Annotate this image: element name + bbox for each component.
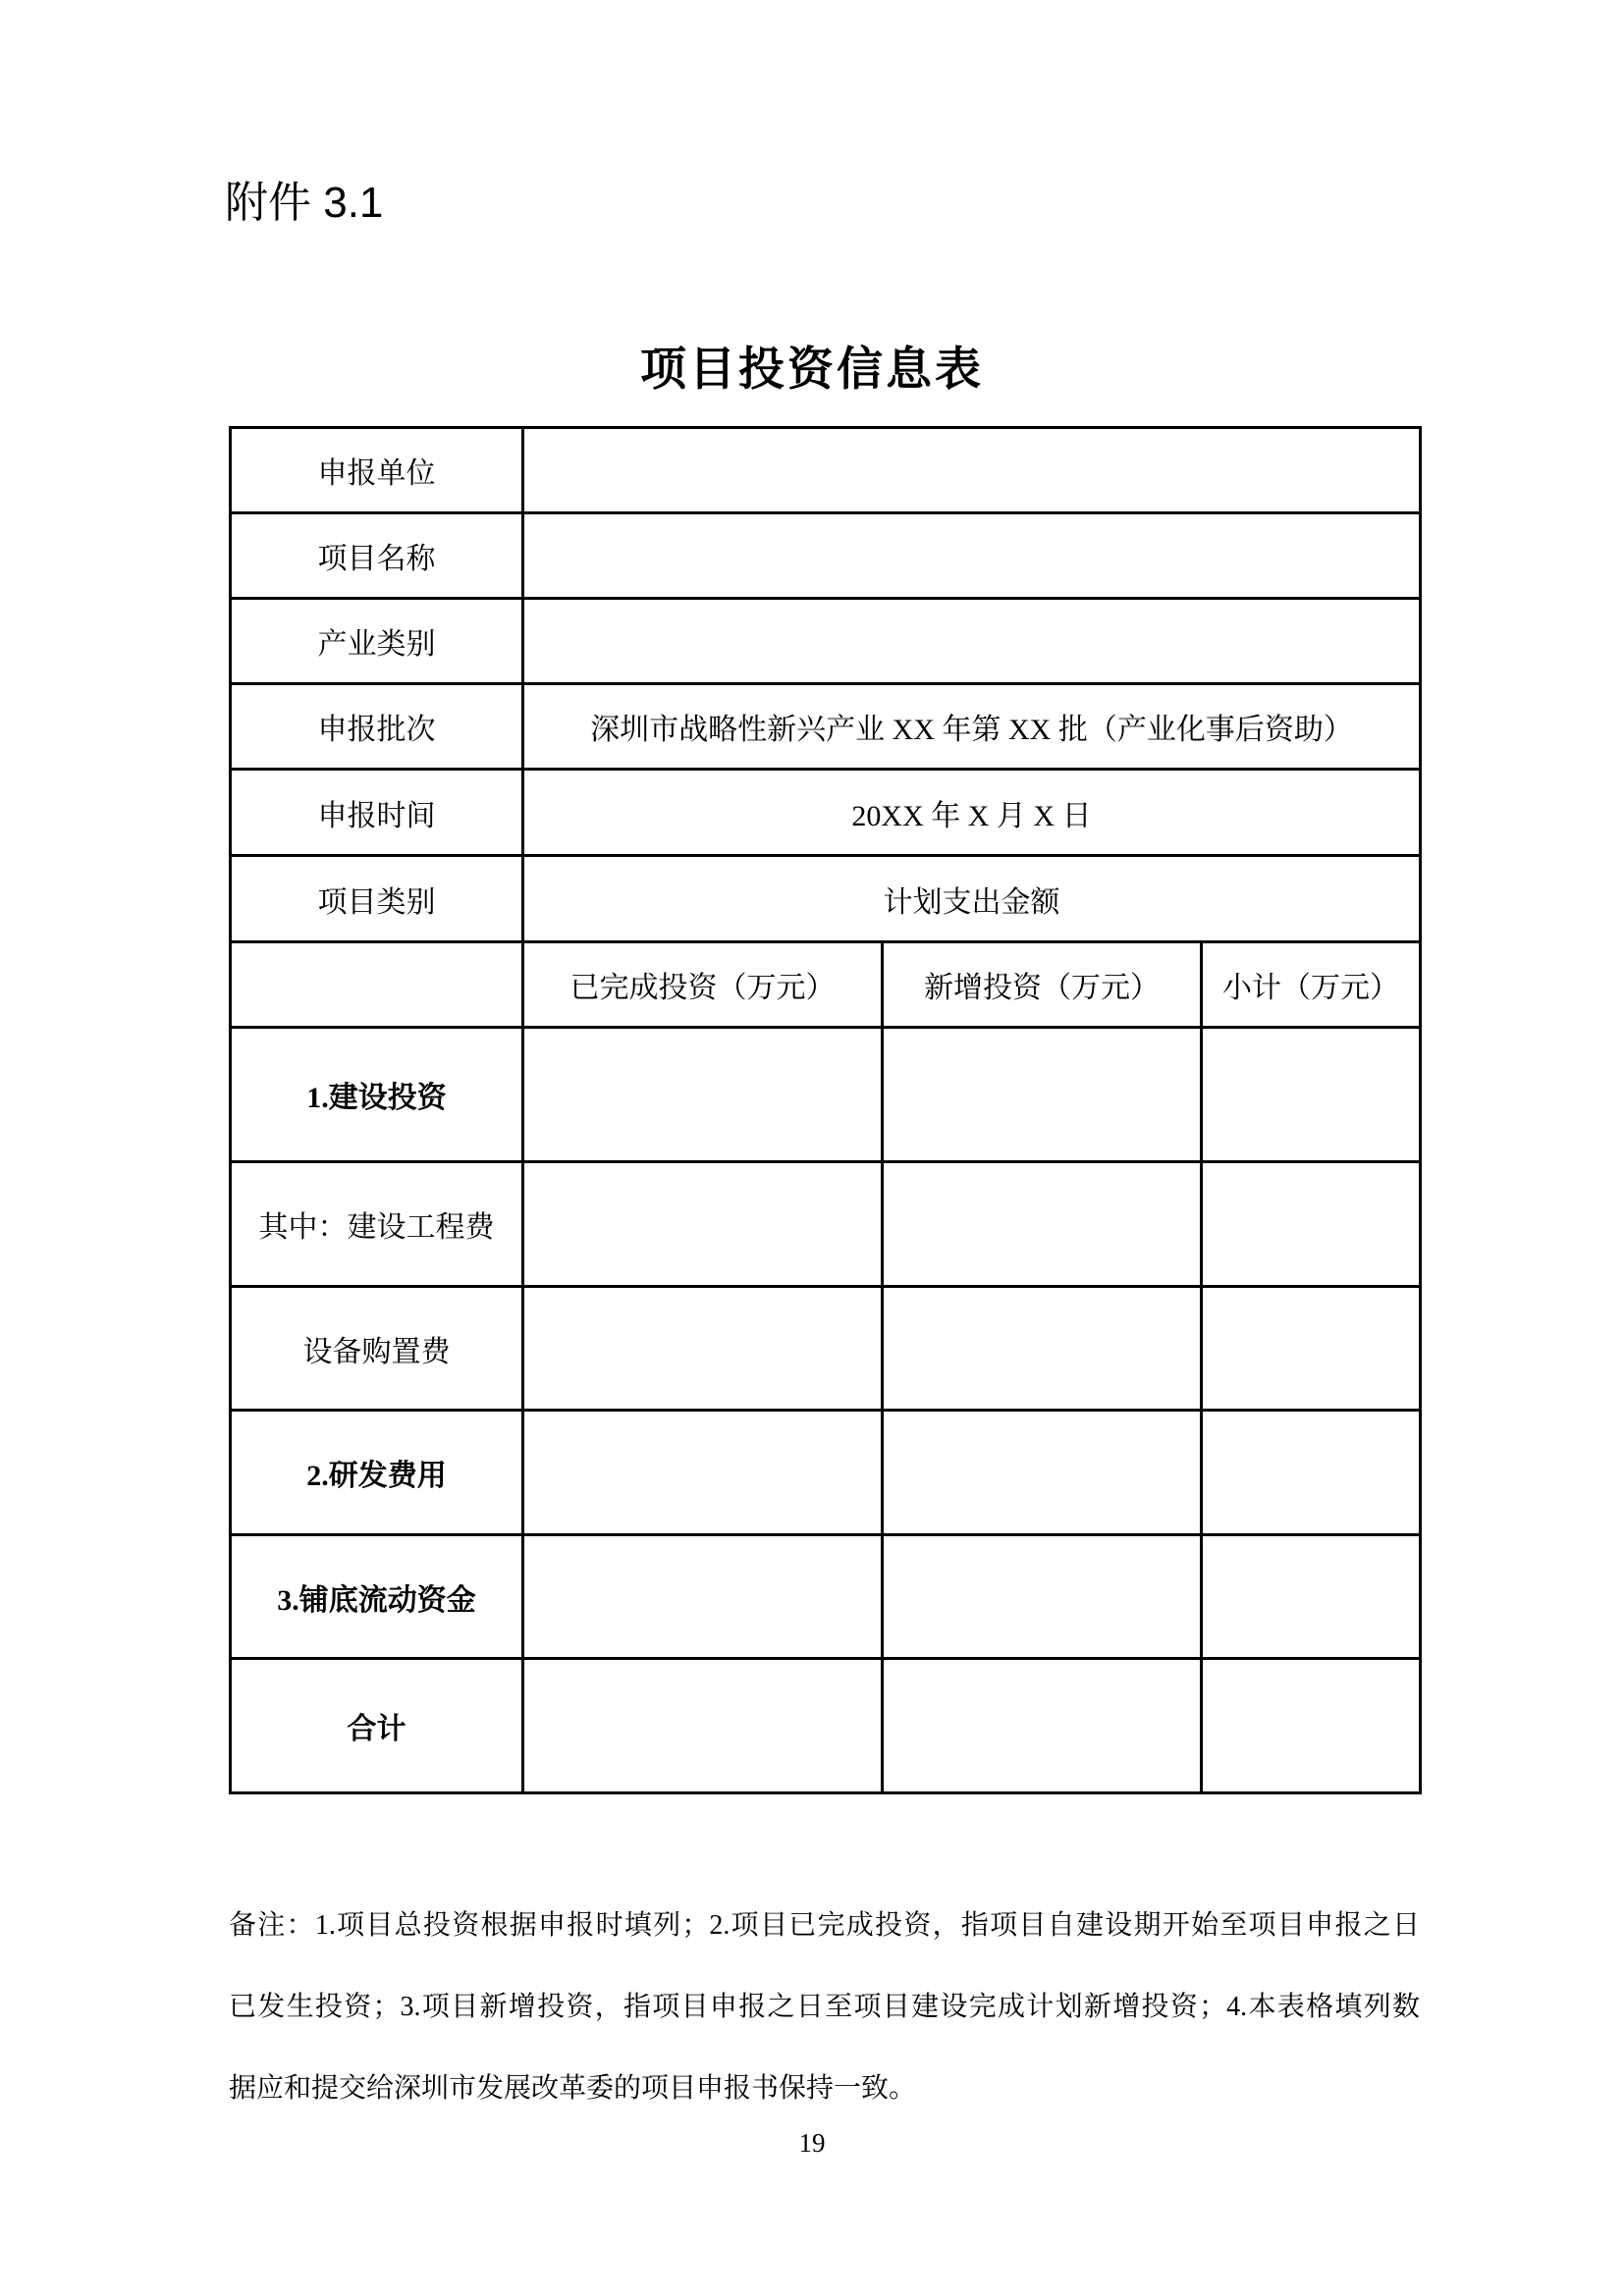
amount-cell[interactable] xyxy=(883,1535,1202,1659)
amount-row-equipment-purchase-fee xyxy=(231,1287,1421,1411)
amount-cell[interactable] xyxy=(1202,1162,1421,1287)
amount-cell[interactable] xyxy=(883,1659,1202,1793)
input-industry-category[interactable] xyxy=(523,599,1421,684)
label-initial-working-capital: 3.铺底流动资金 xyxy=(231,1535,523,1659)
value-declaration-batch: 深圳市战略性新兴产业 XX 年第 XX 批（产业化事后资助） xyxy=(523,684,1421,770)
amount-cell[interactable] xyxy=(883,1162,1202,1287)
label-construction-engineering-fee: 其中：建设工程费 xyxy=(231,1162,523,1287)
col-header-subtotal: 小计（万元） xyxy=(1202,942,1421,1028)
col-header-new-investment: 新增投资（万元） xyxy=(883,942,1202,1028)
label-declaration-batch: 申报批次 xyxy=(231,684,523,770)
attachment-label: 附件 3.1 xyxy=(225,179,384,227)
amount-row-rd-expense xyxy=(231,1411,1421,1535)
input-project-name[interactable] xyxy=(523,513,1421,599)
label-project-category: 项目类别 xyxy=(231,856,523,942)
label-project-name: 项目名称 xyxy=(231,513,523,599)
empty-corner-cell xyxy=(231,942,523,1028)
amount-cell[interactable] xyxy=(883,1028,1202,1162)
amount-cell[interactable] xyxy=(523,1659,883,1793)
col-header-completed-investment: 已完成投资（万元） xyxy=(523,942,883,1028)
table-row xyxy=(231,684,1421,770)
amount-row-construction-engineering-fee xyxy=(231,1162,1421,1287)
value-project-category: 计划支出金额 xyxy=(523,856,1421,942)
table-row xyxy=(231,428,1421,513)
amount-header-row xyxy=(231,942,1421,1028)
table-row xyxy=(231,856,1421,942)
table-row xyxy=(231,599,1421,684)
label-equipment-purchase-fee: 设备购置费 xyxy=(231,1287,523,1411)
table-row xyxy=(231,770,1421,856)
amount-cell[interactable] xyxy=(523,1162,883,1287)
note-line: 据应和提交给深圳市发展改革委的项目申报书保持一致。 xyxy=(229,2073,917,2104)
notes-block xyxy=(229,1885,1420,2129)
amount-cell[interactable] xyxy=(1202,1411,1421,1535)
amount-cell[interactable] xyxy=(523,1535,883,1659)
investment-info-table xyxy=(229,426,1422,1794)
note-line: 已发生投资；3.项目新增投资，指项目申报之日至项目建设完成计划新增投资；4.本表格填列数 xyxy=(229,1992,1420,2022)
amount-row-initial-working-capital xyxy=(231,1535,1421,1659)
table-row xyxy=(231,513,1421,599)
amount-cell[interactable] xyxy=(883,1287,1202,1411)
label-construction-investment: 1.建设投资 xyxy=(231,1028,523,1162)
amount-cell[interactable] xyxy=(523,1028,883,1162)
amount-cell[interactable] xyxy=(1202,1659,1421,1793)
input-declaration-unit[interactable] xyxy=(523,428,1421,513)
label-declaration-unit: 申报单位 xyxy=(231,428,523,513)
page-title: 项目投资信息表 xyxy=(640,345,984,396)
amount-cell[interactable] xyxy=(1202,1287,1421,1411)
label-rd-expense: 2.研发费用 xyxy=(231,1411,523,1535)
value-declaration-time: 20XX 年 X 月 X 日 xyxy=(523,770,1421,856)
label-declaration-time: 申报时间 xyxy=(231,770,523,856)
page-number: 19 xyxy=(798,2128,826,2158)
label-industry-category: 产业类别 xyxy=(231,599,523,684)
amount-row-construction-investment xyxy=(231,1028,1421,1162)
label-total: 合计 xyxy=(231,1659,523,1793)
amount-cell[interactable] xyxy=(1202,1535,1421,1659)
amount-cell[interactable] xyxy=(523,1411,883,1535)
amount-cell[interactable] xyxy=(1202,1028,1421,1162)
amount-row-total xyxy=(231,1659,1421,1793)
amount-cell[interactable] xyxy=(523,1287,883,1411)
amount-cell[interactable] xyxy=(883,1411,1202,1535)
note-line: 备注：1.项目总投资根据申报时填列；2.项目已完成投资，指项目自建设期开始至项目申报之日 xyxy=(229,1910,1420,1941)
